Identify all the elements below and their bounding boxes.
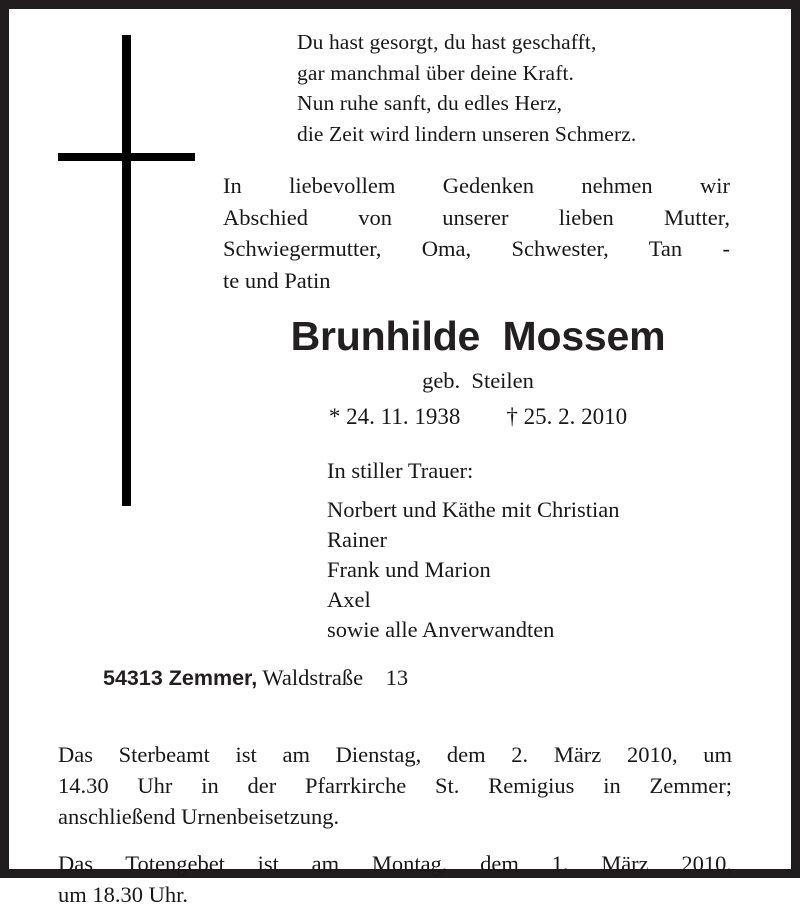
memorial-poem [223,27,733,149]
mourner-1: Norbert und Käthe mit Christian [327,497,620,522]
poem-line-2: gar manchmal über deine Kraft. [297,60,574,85]
mourner-2: Rainer [327,527,387,552]
notice-sheet [9,9,791,907]
intro-line-3: Schwiegermutter, Oma, Schwester, Tan - [223,236,730,261]
address-city: 54313 Zemmer, [103,666,258,690]
deceased-name: Brunhilde Mossem [290,313,666,359]
cross-vertical-bar [122,35,131,506]
cross-horizontal-bar [58,153,195,161]
sterbeamt-line-1: Das Sterbeamt ist am Dienstag, dem 2. März 2010, um [58,742,732,767]
totengebet-paragraph [58,848,732,910]
poem-line-3: Nun ruhe sanft, du edles Herz, [297,91,563,115]
address-street: Waldstraße 13 [257,665,409,690]
address-line [58,633,734,723]
mourner-4: Axel [327,587,371,612]
mourner-3: Frank und Marion [327,557,491,582]
mourners-heading: In stiller Trauer: [327,458,474,483]
poem-line-4: die Zeit wird lindern unseren Schmerz. [297,121,637,146]
totengebet-line-2: um 18.30 Uhr. [58,882,189,907]
life-dates: * 24. 11. 1938 † 25. 2. 2010 [328,404,628,429]
sterbeamt-line-3: anschließend Urnenbeisetzung. [58,804,340,829]
sterbeamt-line-2: 14.30 Uhr in der Pfarrkirche St. Remigius in Zemmer; [58,773,732,798]
intro-line-2: Abschied von unserer lieben Mutter, [223,204,730,230]
poem-line-1: Du hast gesorgt, du hast geschafft, [297,30,597,54]
intro-line-1: In liebevollem Gedenken nehmen wir [223,173,730,198]
lower-text-block [58,633,734,910]
mourners-block [223,456,733,645]
mourner-5: sowie alle Anverwandten [327,617,555,642]
intro-line-4: te und Patin [223,267,331,293]
totengebet-line-1: Das Totengebet ist am Montag, dem 1. März 2010, [58,851,732,876]
farewell-intro-paragraph [223,170,730,296]
sterbeamt-paragraph [58,739,732,832]
deceased-maiden-name: geb. Steilen [422,368,534,393]
upper-text-column [223,27,733,645]
christian-cross-icon [9,9,224,524]
